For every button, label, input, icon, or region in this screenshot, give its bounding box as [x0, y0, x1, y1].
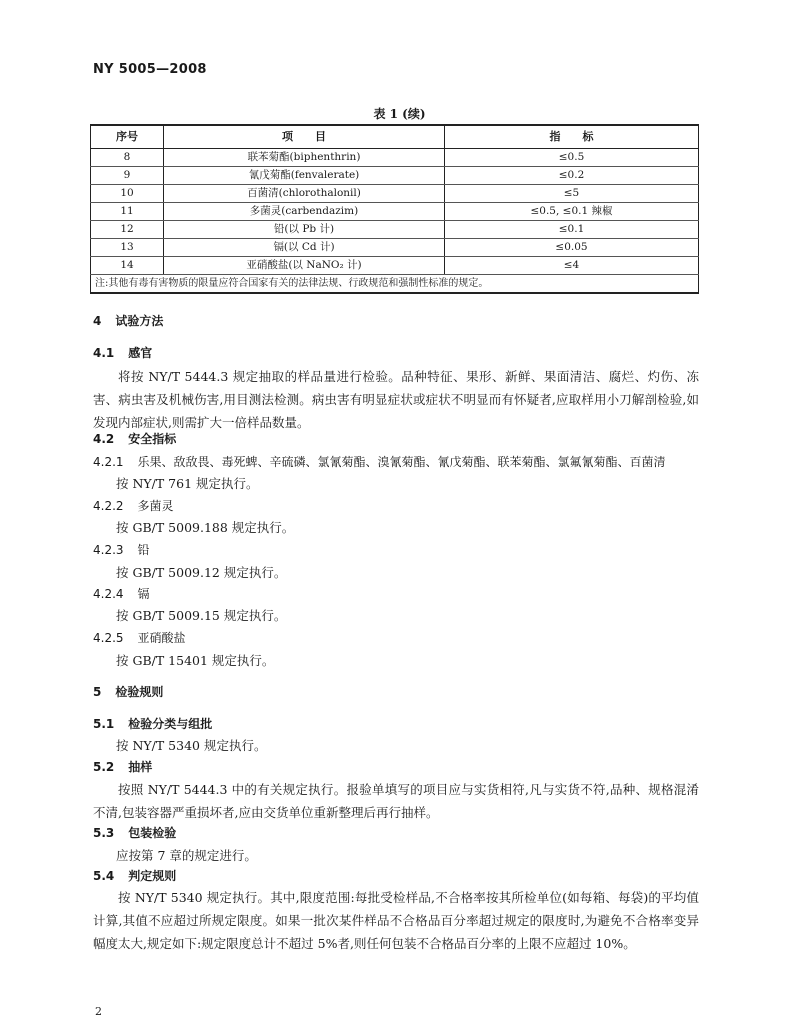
column-header-limit: 指 标: [445, 125, 699, 149]
row-limit: ≤0.2: [445, 167, 699, 185]
row-item: 铅(以 Pb 计): [164, 221, 445, 239]
section-5-1-text: 按 NY/T 5340 规定执行。: [116, 738, 267, 753]
section-number: 4.2.4: [93, 587, 124, 601]
row-limit: ≤0.1: [445, 221, 699, 239]
row-item: 联苯菊酯(biphenthrin): [164, 149, 445, 167]
section-4-2-1-heading: [93, 453, 666, 470]
section-5-4-text: 按 NY/T 5340 规定执行。其中,限度范围:每批受检样品,不合格率按其所检单位(如每箱、每袋)的平均值计算,其值不应超过所规定限度。如果一批次某件样品不合格品百分率超过规定的限度时,为避免不合格率变异幅度太大,规定如下:规定限度总计不超过 5%者,则任何包装不合格品百分率的上限不应超过 10%。: [93, 890, 699, 951]
section-5-4-heading: [93, 867, 176, 884]
section-title: 包装检验: [128, 826, 177, 840]
section-title: 感官: [128, 346, 153, 360]
section-4-1-text: 将按 NY/T 5444.3 规定抽取的样品量进行检验。品种特征、果形、新鲜、果面清洁、腐烂、灼伤、冻害、病虫害及机械伤害,用目测法检测。病虫害有明显症状或症状不明显而有怀疑者,应取样用小刀解剖检验,如发现内部症状,则需扩大一倍样品数量。: [93, 369, 699, 430]
table-note-row: [91, 275, 699, 294]
row-item: 亚硝酸盐(以 NaNO₂ 计): [164, 257, 445, 275]
row-no: 8: [91, 149, 164, 167]
row-no: 14: [91, 257, 164, 275]
row-item: 百菌清(chlorothalonil): [164, 185, 445, 203]
table-row: [91, 221, 699, 239]
section-number: 4.2.5: [93, 631, 124, 645]
section-5-2-heading: [93, 758, 152, 775]
section-4-2-heading: [93, 430, 176, 447]
section-4-2-5-text: 按 GB/T 15401 规定执行。: [116, 653, 275, 668]
section-title: 试验方法: [115, 314, 164, 328]
section-5-heading: [93, 683, 163, 700]
column-header-no: 序号: [91, 125, 164, 149]
section-title: 亚硝酸盐: [137, 631, 186, 645]
table-row: [91, 257, 699, 275]
section-4-2-4-heading: [93, 585, 150, 602]
row-no: 12: [91, 221, 164, 239]
row-item: 镉(以 Cd 计): [164, 239, 445, 257]
row-limit: ≤0.5, ≤0.1 辣椒: [445, 203, 699, 221]
section-number: 5.1: [93, 717, 115, 731]
section-title: 多菌灵: [137, 499, 174, 513]
section-4-2-1-text: 按 NY/T 761 规定执行。: [116, 476, 259, 491]
section-title: 铅: [137, 543, 150, 557]
row-limit: ≤4: [445, 257, 699, 275]
section-number: 4.2.1: [93, 455, 124, 469]
row-limit: ≤0.05: [445, 239, 699, 257]
section-4-2-3-heading: [93, 541, 150, 558]
row-item: 多菌灵(carbendazim): [164, 203, 445, 221]
table-header-row: [91, 125, 699, 149]
section-number: 4.2: [93, 432, 115, 446]
row-limit: ≤0.5: [445, 149, 699, 167]
section-5-2-text: 按照 NY/T 5444.3 中的有关规定执行。报验单填写的项目应与实货相符,凡与实货不符,品种、规格混淆不清,包装容器严重损坏者,应由交货单位重新整理后再行抽样。: [93, 782, 699, 820]
section-title: 镉: [137, 587, 150, 601]
table-row: [91, 149, 699, 167]
limits-table: [90, 124, 699, 294]
table-row: [91, 185, 699, 203]
standard-code-header: NY 5005—2008: [93, 62, 207, 77]
section-4-1-heading: [93, 344, 152, 361]
table-row: [91, 203, 699, 221]
row-no: 10: [91, 185, 164, 203]
table-row: [91, 167, 699, 185]
section-title: 检验分类与组批: [128, 717, 213, 731]
row-no: 11: [91, 203, 164, 221]
section-number: 5.4: [93, 869, 115, 883]
section-number: 4: [93, 314, 102, 328]
section-4-2-5-heading: [93, 629, 186, 646]
section-title: 检验规则: [115, 685, 164, 699]
section-4-2-3-text: 按 GB/T 5009.12 规定执行。: [116, 565, 287, 580]
table-caption: 表 1 (续): [373, 107, 426, 121]
section-5-3-text: 应按第 7 章的规定进行。: [116, 848, 257, 863]
page-number: 2: [95, 1005, 102, 1018]
section-number: 4.2.2: [93, 499, 124, 513]
section-title: 判定规则: [128, 869, 177, 883]
table-note: 注:其他有毒有害物质的限量应符合国家有关的法律法规、行政规范和强制性标准的规定。: [91, 275, 699, 294]
table-row: [91, 239, 699, 257]
section-title: 乐果、敌敌畏、毒死蜱、辛硫磷、氯氰菊酯、溴氰菊酯、氰戊菊酯、联苯菊酯、氯氟氰菊酯、百菌清: [137, 455, 666, 469]
section-4-2-2-text: 按 GB/T 5009.188 规定执行。: [116, 520, 295, 535]
row-no: 13: [91, 239, 164, 257]
section-4-2-2-heading: [93, 497, 174, 514]
section-number: 5: [93, 685, 102, 699]
section-4-heading: [93, 312, 163, 329]
section-4-2-4-text: 按 GB/T 5009.15 规定执行。: [116, 608, 287, 623]
section-5-1-heading: [93, 715, 212, 732]
column-header-item: 项 目: [164, 125, 445, 149]
section-number: 5.2: [93, 760, 115, 774]
row-no: 9: [91, 167, 164, 185]
section-title: 抽样: [128, 760, 153, 774]
section-title: 安全指标: [128, 432, 177, 446]
section-5-3-heading: [93, 824, 176, 841]
section-number: 4.1: [93, 346, 115, 360]
row-limit: ≤5: [445, 185, 699, 203]
section-number: 4.2.3: [93, 543, 124, 557]
row-item: 氰戊菊酯(fenvalerate): [164, 167, 445, 185]
section-number: 5.3: [93, 826, 115, 840]
